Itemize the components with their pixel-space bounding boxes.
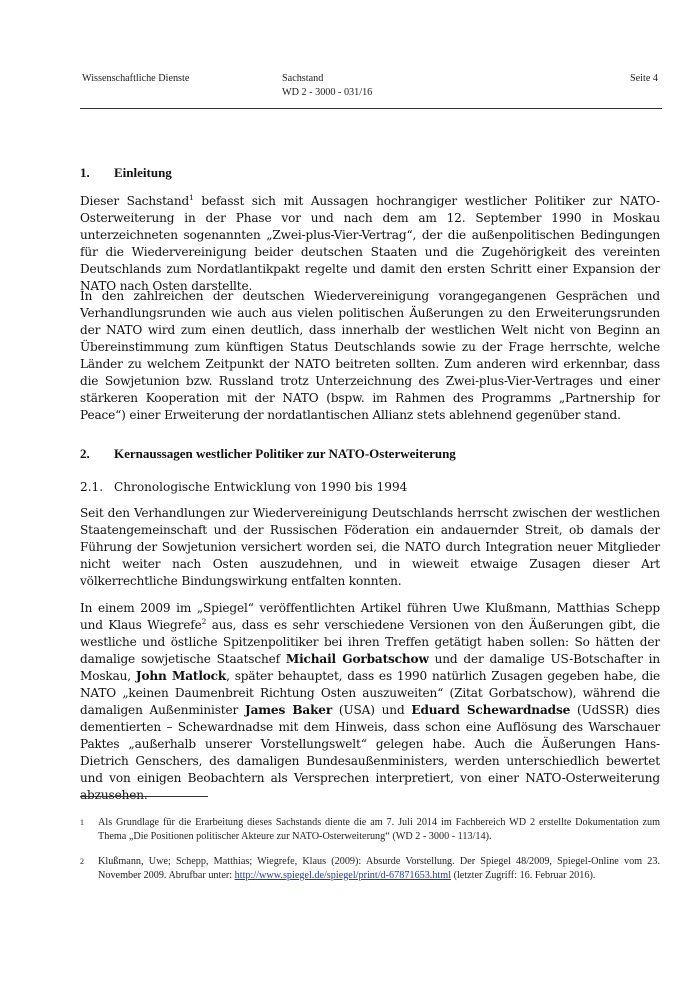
person-name-schewardnadse: Eduard Schewardnadse xyxy=(411,703,571,717)
paragraph-text: (UdSSR) dies dementierten – Schewardnadse mit dem Hinweis, dass schon eine Auflösung des Warschauer Paktes „außerhalb unserer Vorstellungswelt“ gelegen habe. Auch die Äußerungen Hans-Dietrich Genschers, des damaligen Bundesaußenministers, werden unterschiedlich bewertet und von einigen Beobachtern als Versprechen interpretiert, von einer NATO-Osterweiterung abzusehen. xyxy=(80,703,661,802)
footnote-text: Als Grundlage für die Erarbeitung dieses Sachstands diente die am 7. Juli 2014 im Fachbereich WD 2 erstellte Dokumentation zum Thema „Die Positionen politischer Akteure zur NATO-Osterweiterung“ (WD 2 - 3000 - 113/14). xyxy=(98,817,660,842)
footnote-number: 1 xyxy=(80,818,84,827)
paragraph-text: , später behauptet, dass es 1990 natürlich Zusagen gegeben habe, die NATO „keinen Daumenbreit Richtung Osten auszuweiten“ (Zitat Gorbatschow), während die damaligen Außenminister xyxy=(80,669,661,717)
footnote-2 xyxy=(80,855,660,883)
paragraph-2-1-2 xyxy=(80,600,660,804)
subsection-heading-2-1 xyxy=(80,479,407,495)
section-title: Kernaussagen westlicher Politiker zur NATO-Osterweiterung xyxy=(114,446,456,461)
section-heading-1 xyxy=(80,165,172,181)
section-title: Einleitung xyxy=(114,165,172,180)
paragraph-intro-2 xyxy=(80,288,660,424)
spiegel-article-link[interactable]: http://www.spiegel.de/spiegel/print/d-67871653.html xyxy=(234,870,452,881)
subsection-title: Chronologische Entwicklung von 1990 bis 1994 xyxy=(114,480,408,494)
section-number: 1. xyxy=(80,165,90,180)
person-name-baker: James Baker xyxy=(245,703,333,717)
header-doc-type-label: Sachstand xyxy=(282,73,324,84)
footnote-number: 2 xyxy=(80,857,84,866)
paragraph-text: befasst sich mit Aussagen hochrangiger westlicher Politiker zur NATO-Osterweiterung in der Phase vor und nach dem am 12. September 1990 in Moskau unterzeichneten sogenannten „Zwei-plus-Vier-Vertrag“, der die außenpolitischen Bedingungen für die Wiedervereinigung beider deutschen Staaten und die Zugehörigkeit des vereinten Deutschlands zum Nordatlantikpakt regelte und damit den ersten Schritt einer Expansion der NATO nach Osten darstellte. xyxy=(80,194,660,293)
footnote-text-part: Klußmann, Uwe; Schepp, Matthias; Wiegrefe, Klaus (2009): Absurde Vorstellung. Der Spiegel 48/2009, Spiegel-Online vom 23. November 2009. Abrufbar unter: xyxy=(98,856,660,881)
paragraph-text: Seit den Verhandlungen zur Wiedervereinigung Deutschlands herrscht zwischen der westlichen Staatengemeinschaft und der Russischen Föderation ein andauernder Streit, ob damals der Führung der Sowjetunion versichert worden sei, die NATO durch Integration neuer Mitglieder nicht weiter nach Osten auszudehnen, und in wieweit etwaige Zusagen dieser Art völkerrechtliche Bindungswirkung entfalten konnten. xyxy=(80,506,660,588)
footnote-divider xyxy=(80,796,208,797)
section-heading-2 xyxy=(80,446,456,462)
paragraph-text: Dieser Sachstand xyxy=(80,194,190,208)
paragraph-text: (USA) und xyxy=(332,703,412,717)
header-department: Wissenschaftliche Dienste xyxy=(82,73,190,84)
paragraph-intro-1 xyxy=(80,193,660,295)
person-name-matlock: John Matlock xyxy=(135,669,227,683)
section-number: 2. xyxy=(80,446,90,461)
header-page-number: Seite 4 xyxy=(629,73,658,84)
footnote-ref-2[interactable]: 2 xyxy=(201,616,207,626)
paragraph-text: und der damalige US-Botschafter in Moskau, xyxy=(80,652,660,683)
footnote-ref-1[interactable]: 1 xyxy=(189,192,194,202)
paragraph-text: In einem 2009 im „Spiegel“ veröffentlichten Artikel führen Uwe Klußmann, Matthias Schepp und Klaus Wiegrefe xyxy=(80,601,660,632)
header-divider xyxy=(80,108,662,109)
paragraph-text: In den zahlreichen der deutschen Wiedervereinigung vorangegangenen Gesprächen und Verhandlungsrunden wie auch aus vielen politischen Äußerungen zu den Erweiterungsrunden der NATO wird zum einen deutlich, dass innerhalb der westlichen Welt nicht von Beginn an Übereinstimmung zum künftigen Status Deutschlands sowie zu der Frage herrschte, welche Länder zu welchem Zeitpunkt der NATO beitreten sollten. Zum anderen wird erkennbar, dass die Sowjetunion bzw. Russland trotz Unterzeichnung des Zwei-plus-Vier-Vertrages und einer stärkeren Kooperation mit der NATO (bspw. im Rahmen des Programms „Partnership for Peace“) einer Erweiterung der nordatlantischen Allianz stets ablehnend gegenüber stand. xyxy=(80,289,660,422)
paragraph-text: aus, dass es sehr verschiedene Versionen von den Äußerungen gibt, die westliche und östliche Spitzenpolitiker bei ihren Treffen getätigt haben sollen: So hätten der damalige sowjetische Staatschef xyxy=(80,618,660,666)
person-name-gorbatschow: Michail Gorbatschow xyxy=(285,652,429,666)
footnote-text-part: (letzter Zugriff: 16. Februar 2016). xyxy=(451,870,596,881)
header-doc-type xyxy=(282,72,372,100)
footnote-text xyxy=(98,855,660,883)
footnote-1 xyxy=(80,816,660,844)
paragraph-2-1-1 xyxy=(80,505,660,590)
subsection-number: 2.1. xyxy=(80,480,104,494)
header-doc-number: WD 2 - 3000 - 031/16 xyxy=(282,87,373,98)
